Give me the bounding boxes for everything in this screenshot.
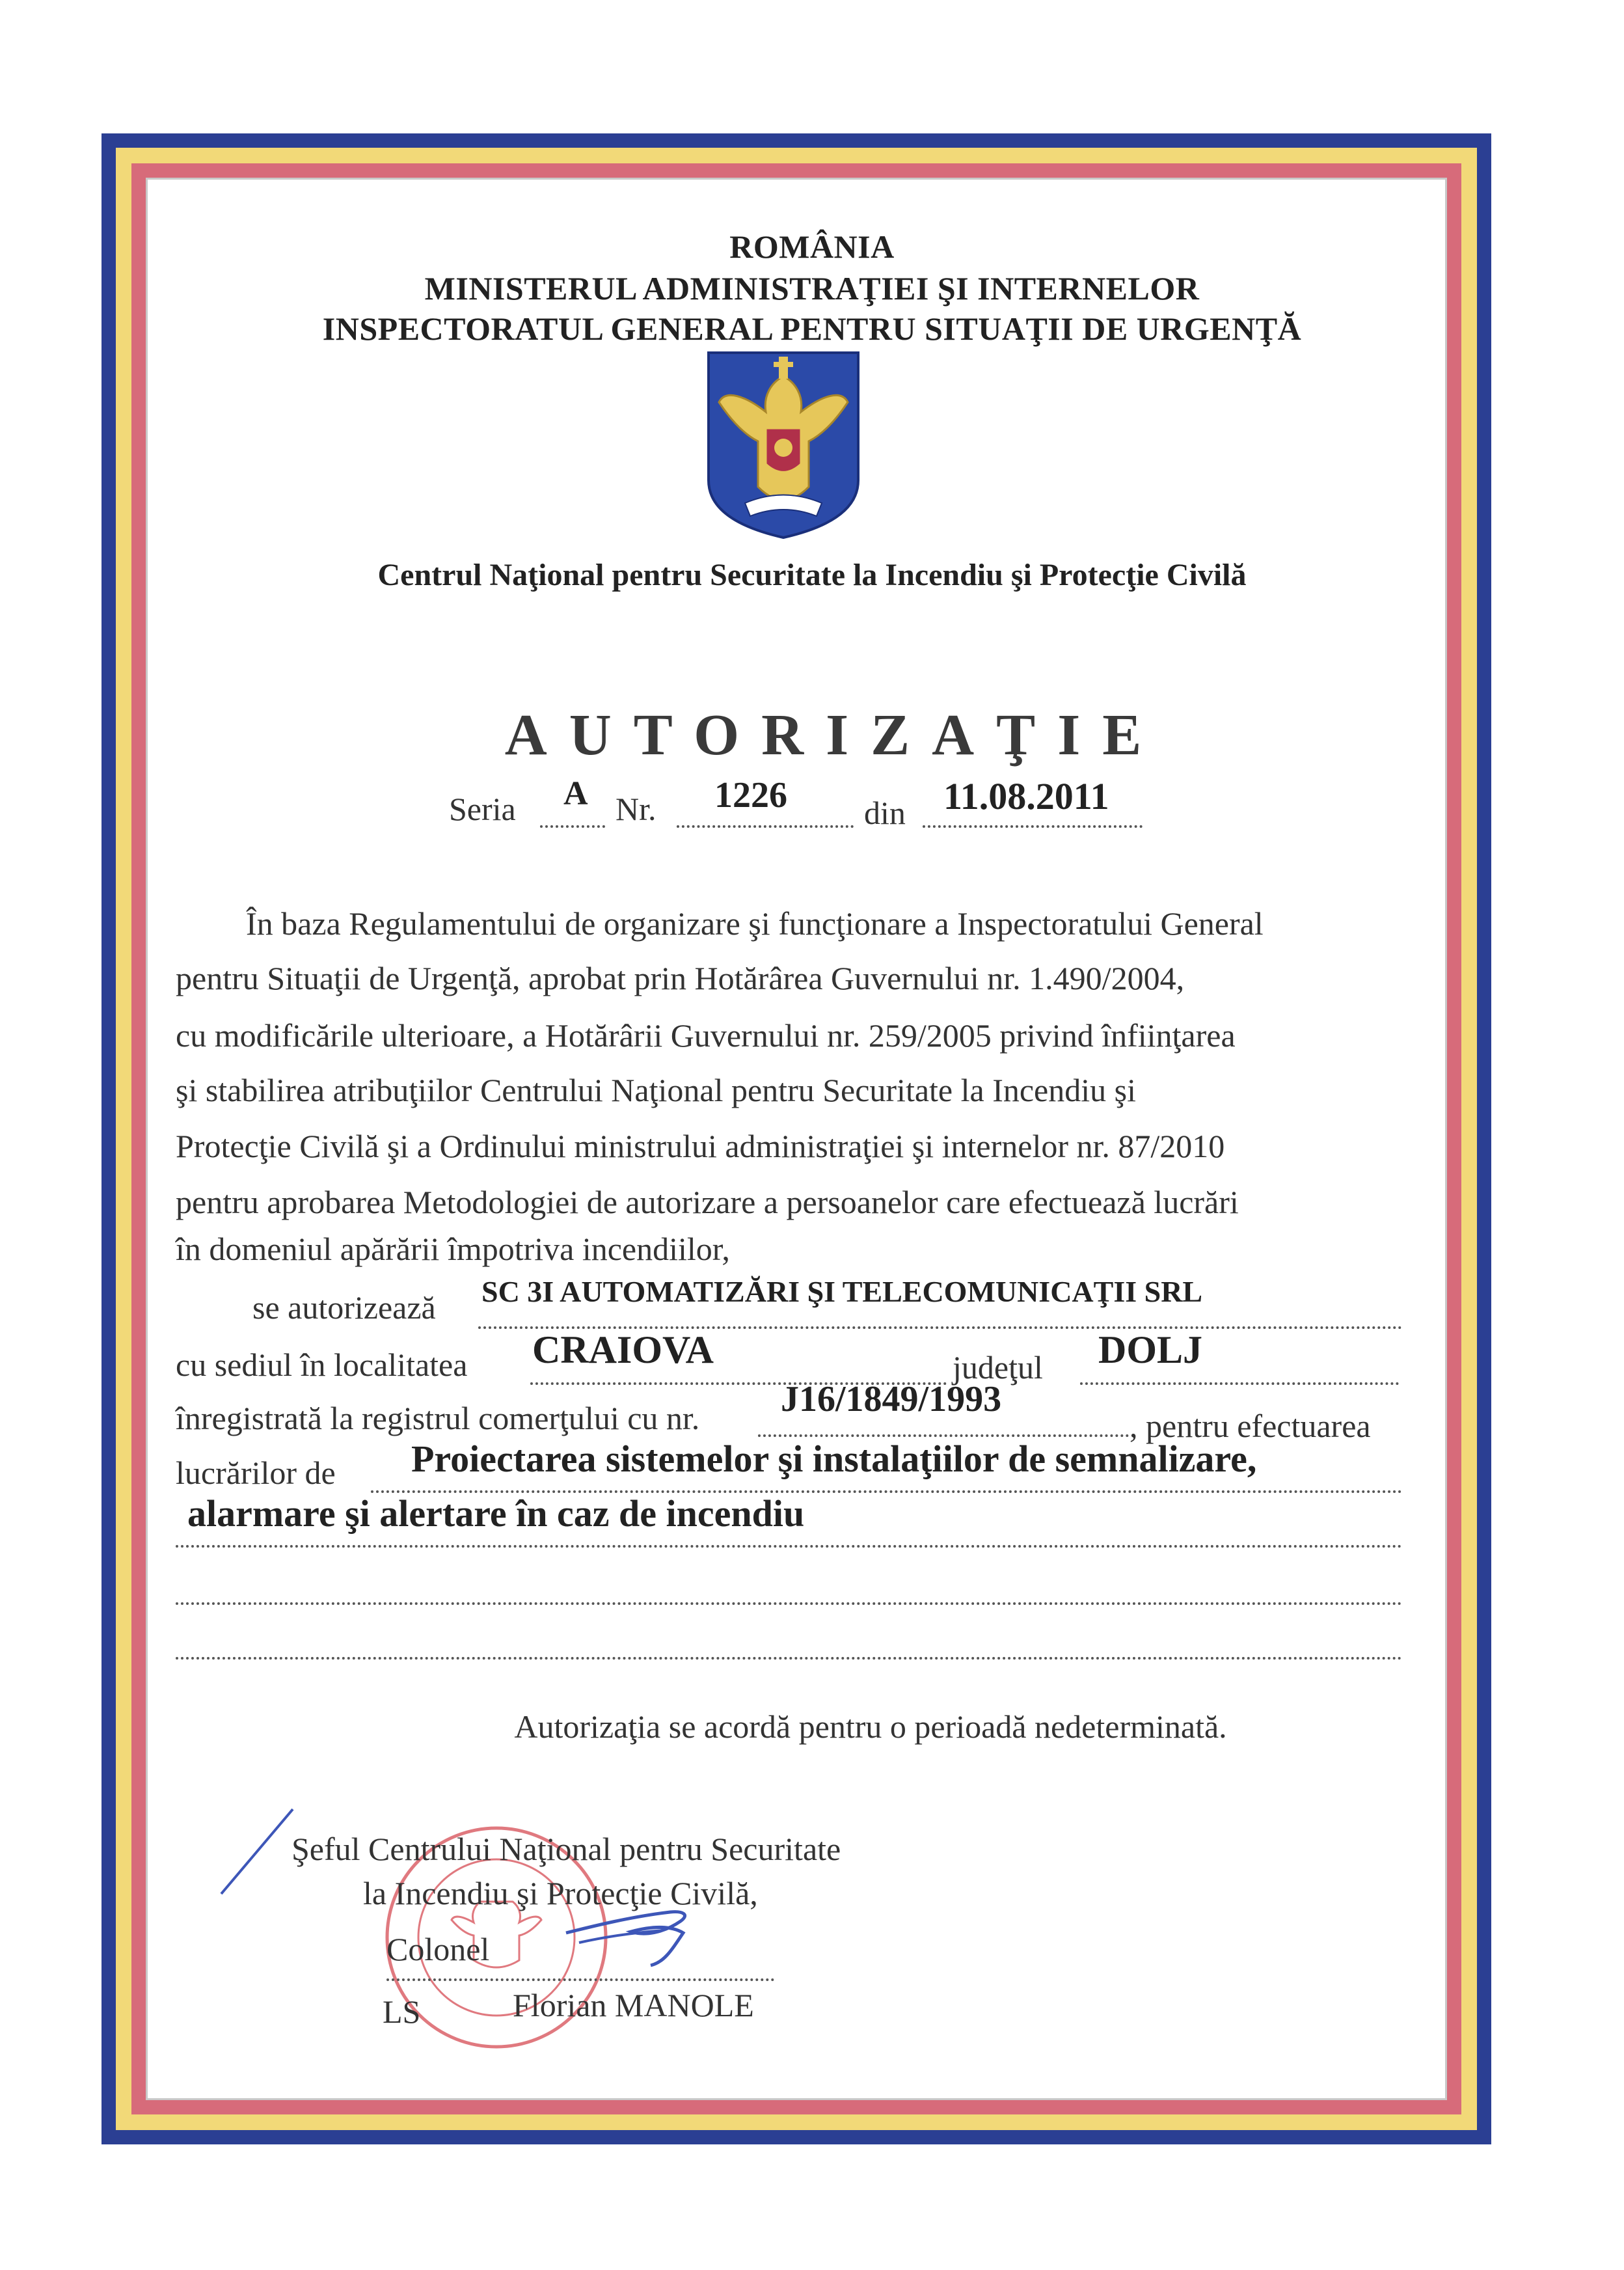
nr-value: 1226: [714, 775, 787, 815]
city: CRAIOVA: [532, 1328, 714, 1371]
county-label: judeţul: [953, 1349, 1043, 1386]
romanian-coat-of-arms-icon: [706, 350, 861, 540]
header-inspectorate: INSPECTORATUL GENERAL PENTRU SITUAŢII DE URGENŢĂ: [322, 310, 1302, 347]
body-line-2: pentru Situaţii de Urgenţă, aprobat prin Hotărârea Guvernului nr. 1.490/2004,: [176, 960, 1185, 996]
signatory-line-1: Şeful Centrului Naţional pentru Securitate: [291, 1831, 841, 1867]
header-ministry: MINISTERUL ADMINISTRAŢIEI ŞI INTERNELOR: [424, 270, 1200, 307]
din-label: din: [864, 795, 906, 831]
county-dots: [1080, 1382, 1399, 1385]
works-dots-4: [176, 1657, 1402, 1660]
signatory-name: Florian MANOLE: [513, 1987, 754, 2023]
works-dots-2: [176, 1545, 1402, 1548]
authorized-label: se autorizează: [252, 1289, 436, 1326]
signature-dots: [386, 1978, 774, 1981]
works-dots-3: [176, 1602, 1402, 1605]
ls-label: LS: [383, 1993, 421, 2030]
document-title: AUTORIZAŢIE: [504, 703, 1164, 767]
body-line-4: şi stabilirea atribuţiilor Centrului Naţional pentru Securitate la Incendiu şi: [176, 1072, 1136, 1108]
serie-value: A: [563, 775, 588, 812]
nr-dots: [677, 825, 854, 828]
registry-label: înregistrată la registrul comerţului cu nr.: [176, 1400, 700, 1436]
serie-dots: [540, 825, 605, 828]
body-line-3: cu modificările ulterioare, a Hotărârii Guvernului nr. 259/2005 privind înfiinţarea: [176, 1017, 1236, 1054]
works-label: lucrărilor de: [176, 1455, 336, 1491]
body-line-1: În baza Regulamentului de organizare şi funcţionare a Inspectoratului General: [246, 905, 1264, 942]
nr-label: Nr.: [616, 791, 656, 827]
header-center: Centrul Naţional pentru Securitate la Incendiu şi Protecţie Civilă: [377, 558, 1247, 592]
county: DOLJ: [1098, 1328, 1203, 1371]
works-line-1: Proiectarea sistemelor şi instalaţiilor de semnalizare,: [411, 1438, 1257, 1480]
signatory-rank: Colonel: [386, 1931, 490, 1967]
body-line-7: în domeniul apărării împotriva incendiilor,: [176, 1231, 730, 1267]
din-value: 11.08.2011: [943, 775, 1109, 817]
signatory-line-2: la Incendiu şi Protecţie Civilă,: [363, 1875, 758, 1911]
works-line-2: alarmare şi alertare în caz de incendiu: [187, 1492, 805, 1535]
body-line-6: pentru aprobarea Metodologiei de autorizare a persoanelor care efectuează lucrări: [176, 1184, 1239, 1220]
registry-number: J16/1849/1993: [781, 1379, 1002, 1419]
serie-label: Seria: [449, 791, 516, 827]
body-line-5: Protecţie Civilă şi a Ordinului ministrului administraţiei şi internelor nr. 87/2010: [176, 1128, 1225, 1164]
handwritten-signature-icon: [215, 1803, 735, 1978]
company-name: SC 3I AUTOMATIZĂRI ŞI TELECOMUNICAŢII SRL: [481, 1275, 1203, 1308]
header-country: ROMÂNIA: [729, 228, 895, 265]
din-dots: [923, 825, 1143, 828]
seat-label: cu sediul în localitatea: [176, 1347, 468, 1383]
validity-statement: Autorizaţia se acordă pentru o perioadă nedeterminată.: [514, 1708, 1227, 1745]
purpose-label: , pentru efectuarea: [1130, 1408, 1371, 1444]
